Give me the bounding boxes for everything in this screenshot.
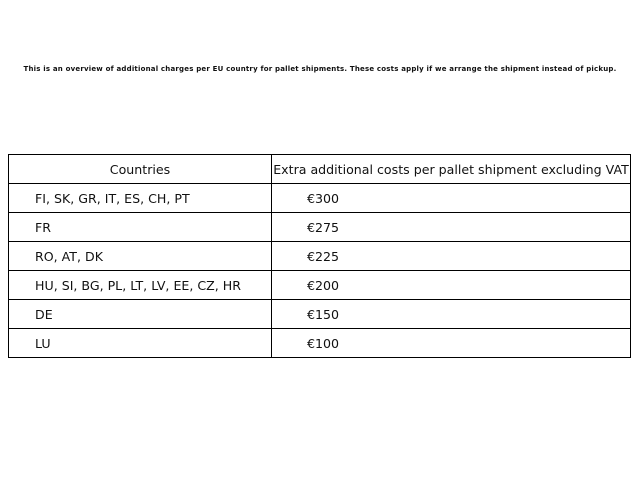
countries-cell: DE — [9, 300, 272, 329]
charges-table — [8, 154, 631, 358]
table-header-row — [9, 155, 631, 184]
table-row — [9, 329, 631, 358]
countries-cell: FR — [9, 213, 272, 242]
countries-cell: FI, SK, GR, IT, ES, CH, PT — [9, 184, 272, 213]
table-row — [9, 300, 631, 329]
table-row — [9, 242, 631, 271]
countries-cell: HU, SI, BG, PL, LT, LV, EE, CZ, HR — [9, 271, 272, 300]
table-row — [9, 271, 631, 300]
cost-cell: €150 — [272, 300, 631, 329]
costs-column-header: Extra additional costs per pallet shipment excluding VAT — [272, 155, 631, 184]
cost-cell: €200 — [272, 271, 631, 300]
countries-cell: LU — [9, 329, 272, 358]
cost-cell: €100 — [272, 329, 631, 358]
table-row — [9, 213, 631, 242]
cost-cell: €225 — [272, 242, 631, 271]
cost-cell: €275 — [272, 213, 631, 242]
page-description: This is an overview of additional charges per EU country for pallet shipments. These costs apply if we arrange the shipment instead of pickup. — [23, 65, 617, 73]
cost-cell: €300 — [272, 184, 631, 213]
table-row — [9, 184, 631, 213]
countries-column-header: Countries — [9, 155, 272, 184]
countries-cell: RO, AT, DK — [9, 242, 272, 271]
